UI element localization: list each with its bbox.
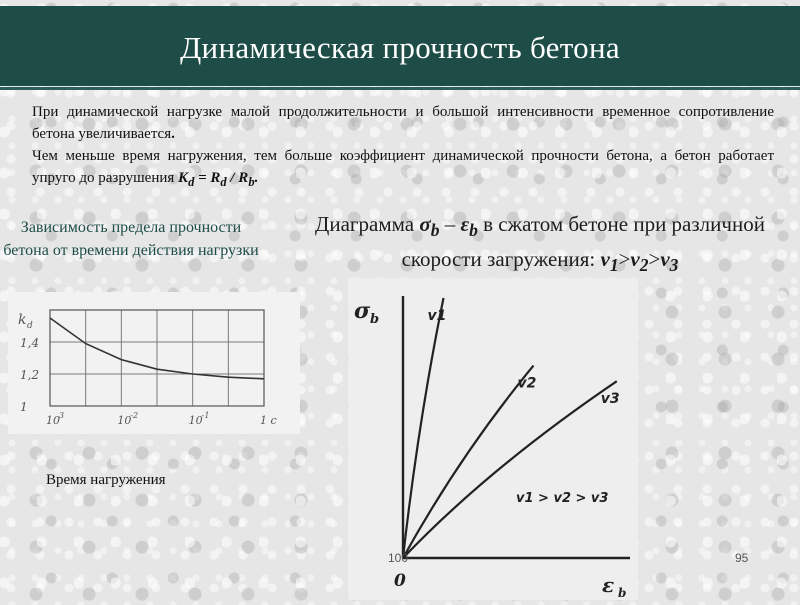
- caption-v1-sub: 1: [609, 255, 619, 276]
- legend-text: v1 > v2 > v3: [516, 491, 609, 506]
- left-graph-caption: Зависимость предела прочности бетона от времени действия нагрузки: [3, 219, 259, 259]
- y-tick-label-0: 1,4: [20, 336, 40, 350]
- formula-div: / R: [226, 170, 249, 186]
- intro-paragraph-1: [32, 101, 774, 145]
- caption-sigma: σ: [419, 212, 431, 236]
- series-label-v1: v1: [427, 308, 447, 324]
- intro-line-1: При динамической нагрузке малой продолжительности и большой интенсивности временное сопротивление бетона увеличивается: [32, 104, 774, 142]
- series-label-v2: v2: [517, 375, 537, 392]
- caption-dash: –: [439, 212, 461, 236]
- intro-line-2: Чем меньше время нагружения, тем больше коэффициент динамической прочности бетона, а бетон работает упруго до разрушения: [32, 148, 774, 186]
- dynamic-coefficient-svg: [8, 292, 300, 434]
- origin-label: 0: [394, 571, 406, 591]
- mark-number: 100: [388, 551, 409, 565]
- x-tick-exponent-0: 3: [59, 411, 65, 420]
- x-axis-label: ε: [602, 573, 615, 597]
- intro-paragraph-2: [32, 145, 774, 193]
- caption-prefix: Диаграмма: [315, 212, 420, 236]
- y-axis-label: σ: [354, 298, 371, 324]
- x-tick-label-1: 10: [117, 414, 132, 427]
- formula-eq: = R: [194, 170, 221, 186]
- y-tick-label-1: 1,2: [20, 368, 40, 382]
- slide-title: Динамическая прочность бетона: [180, 30, 620, 65]
- x-tick-exponent-1: -2: [130, 411, 139, 420]
- formula-k-sub: d: [188, 175, 195, 189]
- series-line-v1: [403, 298, 444, 558]
- series-line-v3: [403, 381, 617, 558]
- y-tick-label-2: 1: [20, 400, 28, 414]
- y-axis-label-sub: b: [370, 312, 380, 327]
- x-tick-exponent-2: -1: [201, 411, 210, 420]
- dynamic-coefficient-chart: [8, 292, 300, 434]
- x-axis-label-sub: b: [618, 586, 627, 600]
- formula-rb-sub: b: [248, 175, 255, 189]
- formula-end: .: [254, 170, 259, 186]
- caption-v2-sub: 2: [639, 255, 649, 276]
- caption-sigma-sub: b: [430, 220, 440, 241]
- caption-v2: v: [630, 247, 640, 272]
- x-tick-label-3: 1 c: [260, 414, 277, 427]
- dynamic-strength-formula: [178, 170, 259, 189]
- caption-v1: v: [600, 247, 610, 272]
- time-label: Время нагружения: [46, 472, 166, 488]
- y-axis-label-sub: d: [27, 321, 33, 331]
- title-bar: [0, 6, 800, 86]
- formula-r-sub: d: [220, 175, 227, 189]
- caption-gt2: >: [648, 247, 661, 272]
- x-tick-label-2: 10: [188, 414, 203, 427]
- caption-eps: ε: [460, 212, 470, 236]
- caption-v3-sub: 3: [669, 255, 679, 276]
- page-number: 95: [735, 551, 749, 565]
- caption-eps-sub: b: [469, 220, 478, 241]
- series-label-v3: v3: [600, 391, 620, 408]
- right-graph-caption: [300, 210, 780, 280]
- y-axis-label: k: [18, 312, 27, 328]
- intro-line-1-end: .: [171, 126, 175, 142]
- caption-gt1: >: [618, 247, 631, 272]
- caption-v3: v: [660, 247, 670, 272]
- intro-text: [32, 101, 774, 193]
- series-line-v2: [403, 366, 534, 558]
- formula-k: K: [178, 170, 189, 186]
- x-tick-label-0: 10: [46, 414, 60, 427]
- title-divider: [0, 87, 800, 90]
- caption-mid: в сжатом бетоне при различной скорости загружения:: [401, 212, 765, 272]
